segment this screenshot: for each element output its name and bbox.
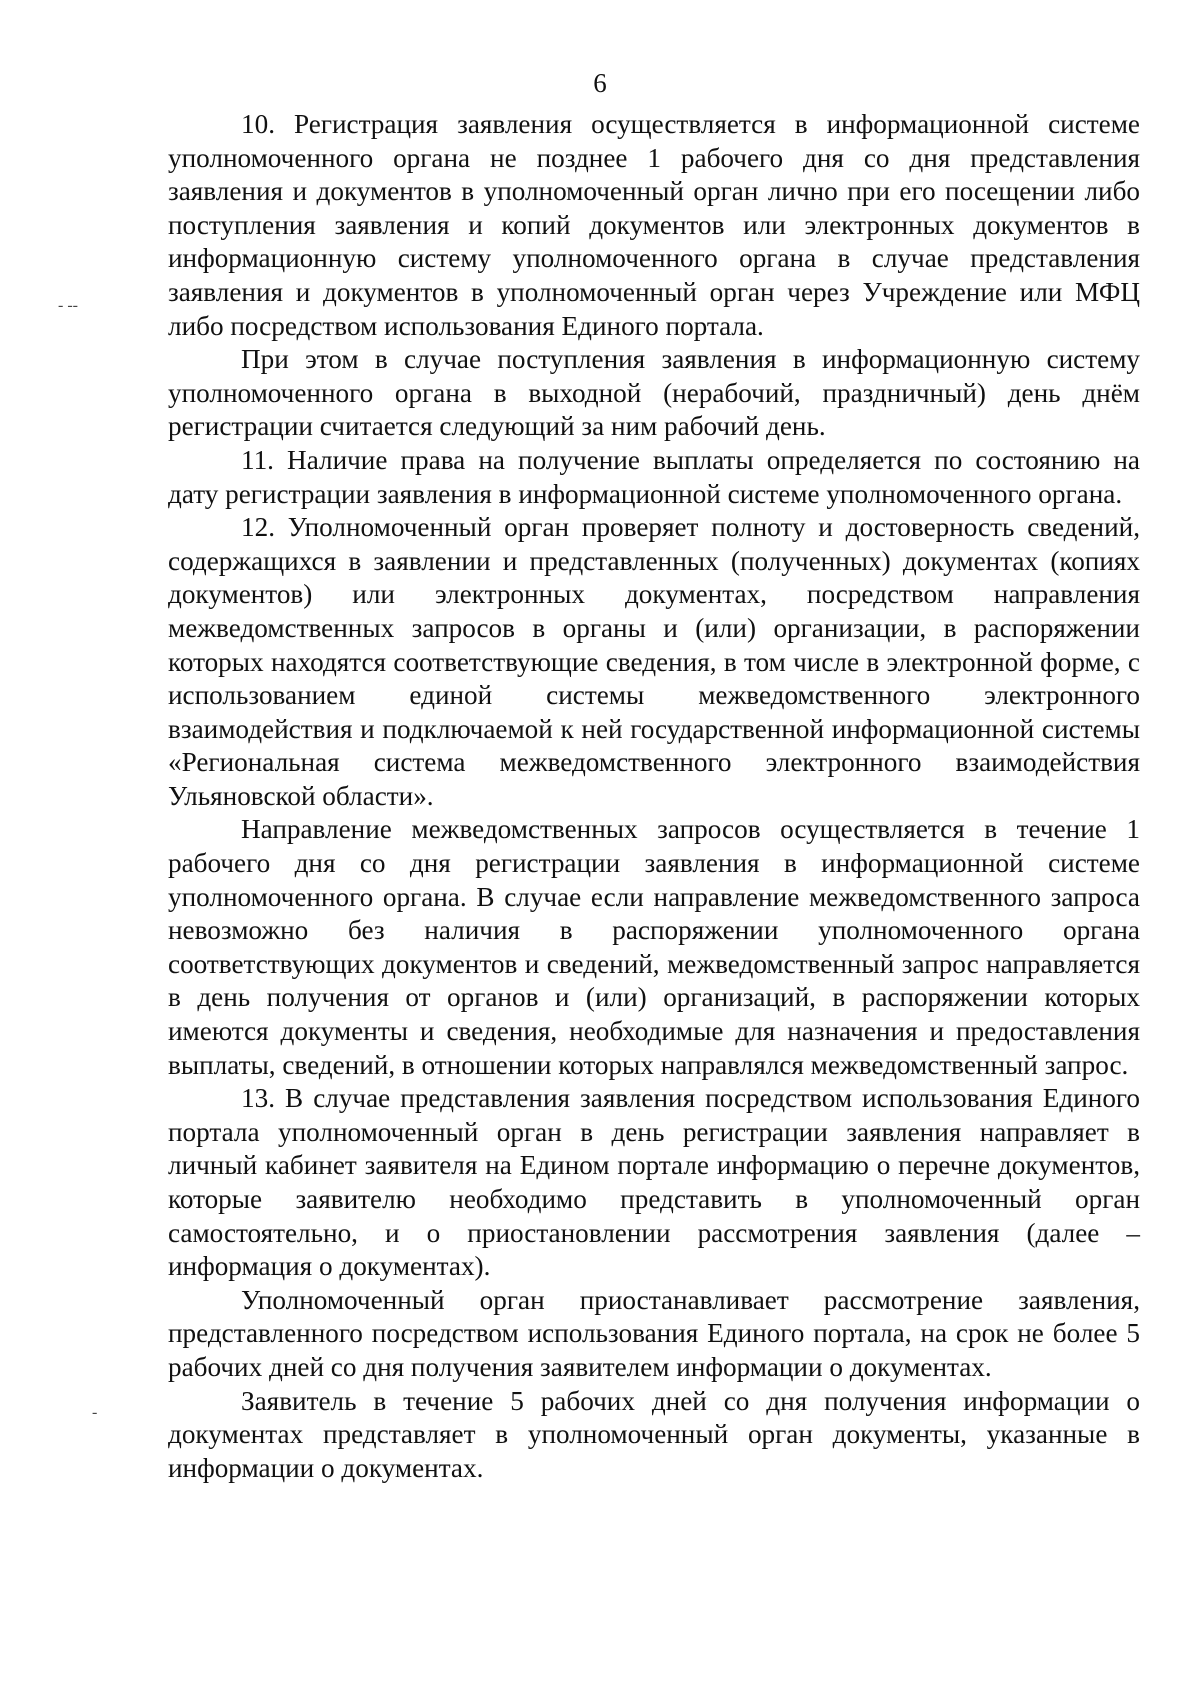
paragraph-11: 11. Наличие права на получение выплаты определяется по состоянию на дату регистрации заявления в информационной системе уполномоченного органа.: [168, 444, 1140, 509]
paragraph: При этом в случае поступления заявления в информационную систему уполномоченного органа в выходной (нерабочий, праздничный) день днём регистрации считается следующий за ним рабочий день.: [168, 344, 1140, 442]
paragraph-12: 12. Уполномоченный орган проверяет полноту и достоверность сведений, содержащихся в заявлении и представленных (полученных) документах (копиях документов) или электронных документах, посредством направления межведомственных запросов в органы и (или) организации, в распоряжении которых находятся соответствующие сведения, в том числе в электронной форме, с использованием единой системы межведомственного электронного взаимодействия и подключаемой к ней государственной информационной системы «Региональная система межведомственного электронного взаимодействия Ульяновской области».: [168, 512, 1140, 811]
paragraph-13: 13. В случае представления заявления посредством использования Единого портала уполномоченный орган в день регистрации заявления направляет в личный кабинет заявителя на Едином портале информацию о перечне документов, которые заявителю необходимо представить в уполномоченный орган самостоятельно, и о приостановлении рассмотрения заявления (далее – информация о документах).: [168, 1083, 1140, 1282]
paragraph: Заявитель в течение 5 рабочих дней со дня получения информации о документах представляет в уполномоченный орган документы, указанные в информации о документах.: [168, 1385, 1140, 1483]
margin-mark: - --: [58, 297, 78, 314]
page-number: 6: [593, 68, 607, 98]
document-body: [168, 108, 1140, 1485]
paragraph: Направление межведомственных запросов осуществляется в течение 1 рабочего дня со дня регистрации заявления в информационной системе уполномоченного органа. В случае если направление межведомственного запроса невозможно без наличия в распоряжении уполномоченного органа соответствующих документов и сведений, межведомственный запрос направляется в день получения от органов и (или) организаций, в распоряжении которых имеются документы и сведения, необходимые для назначения и предоставления выплаты, сведений, в отношении которых направлялся межведомственный запрос.: [168, 814, 1140, 1080]
margin-mark: -: [92, 1404, 98, 1421]
paragraph-10: 10. Регистрация заявления осуществляется в информационной системе уполномоченного органа не позднее 1 рабочего дня со дня представления заявления и документов в уполномоченный орган лично при его посещении либо поступления заявления и копий документов или электронных документов в информационную систему уполномоченного органа в случае представления заявления и документов в уполномоченный орган через Учреждение или МФЦ либо посредством использования Единого портала.: [168, 109, 1140, 341]
paragraph: Уполномоченный орган приостанавливает рассмотрение заявления, представленного посредством использования Единого портала, на срок не более 5 рабочих дней со дня получения заявителем информации о документах.: [168, 1284, 1140, 1382]
